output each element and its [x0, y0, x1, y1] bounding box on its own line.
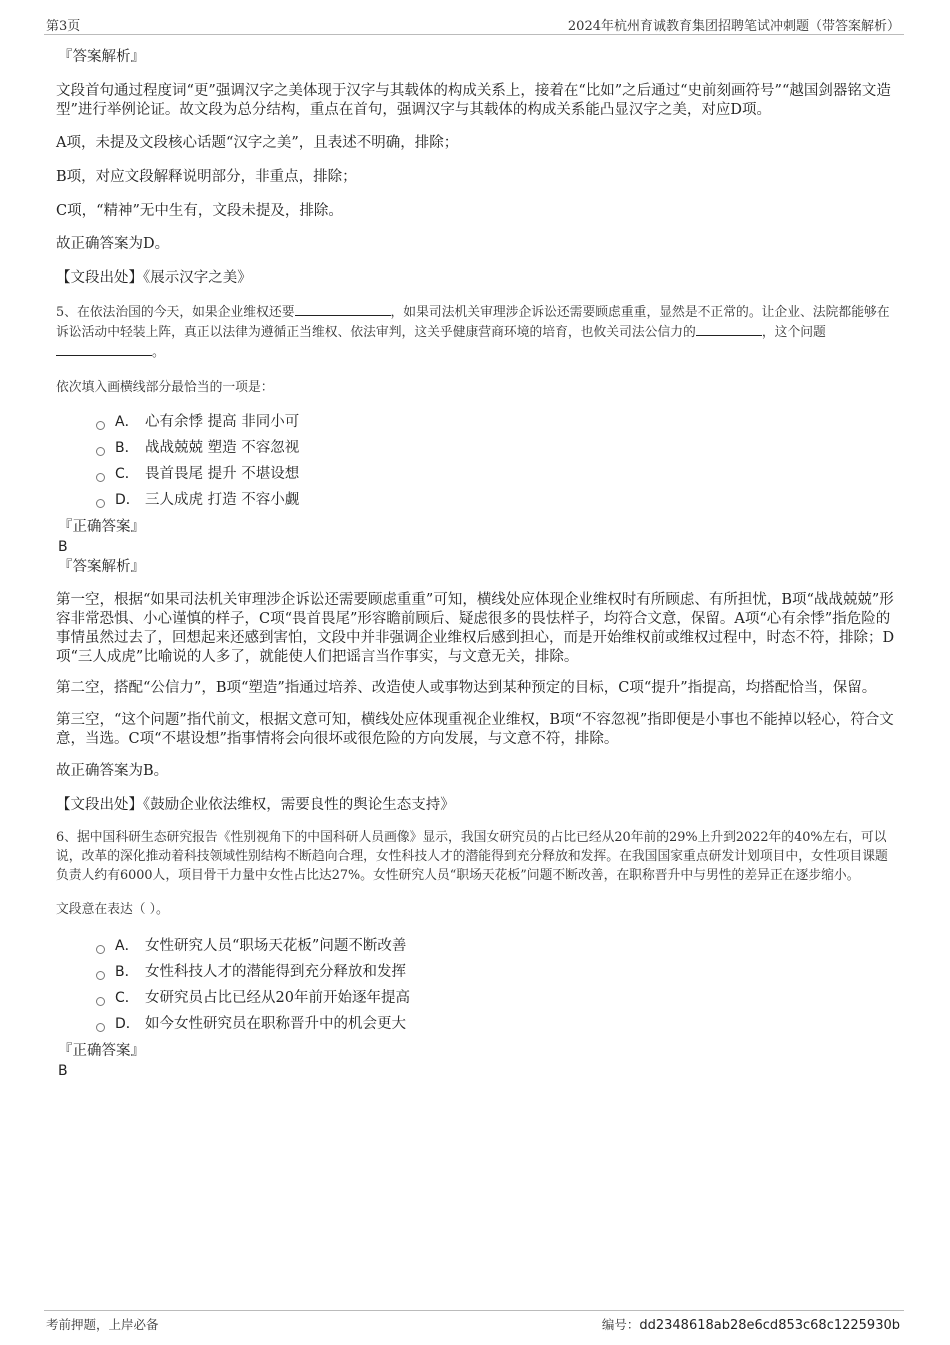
option-key: B．: [115, 440, 139, 456]
option-key: D．: [115, 492, 140, 508]
option-key: B．: [115, 964, 139, 980]
option-key: C．: [115, 990, 139, 1006]
option-d[interactable]: [96, 487, 896, 513]
page-footer: [44, 1310, 904, 1333]
option-key: A．: [115, 414, 139, 430]
footer-slogan: 考前押题，上岸必备: [46, 1317, 159, 1332]
radio-icon[interactable]: [96, 971, 105, 980]
option-c[interactable]: [96, 985, 896, 1011]
option-a[interactable]: [96, 409, 896, 435]
analysis-paragraph: 故正确答案为D。: [56, 236, 170, 252]
option-text: 女性科技人才的潜能得到充分释放和发挥: [145, 964, 406, 980]
document-code: [602, 1315, 900, 1333]
page-number: 第3页: [46, 19, 81, 34]
radio-icon[interactable]: [96, 421, 105, 430]
analysis-paragraph: B项，对应文段解释说明部分，非重点，排除；: [56, 169, 357, 185]
option-d[interactable]: [96, 1011, 896, 1037]
radio-icon[interactable]: [96, 499, 105, 508]
option-list: [56, 409, 896, 513]
correct-answer: B: [58, 1063, 68, 1079]
radio-icon[interactable]: [96, 447, 105, 456]
source-citation: 【文段出处】《展示汉字之美》: [56, 270, 252, 286]
option-b[interactable]: [96, 435, 896, 461]
correct-answer: B: [58, 539, 68, 555]
option-text: 女性研究人员“职场天花板”问题不断改善: [145, 938, 407, 954]
analysis-label: 『答案解析』: [58, 49, 145, 65]
option-text: 战战兢兢 塑造 不容忽视: [145, 440, 300, 456]
option-text: 三人成虎 打造 不容小觑: [145, 492, 300, 508]
option-text: 畏首畏尾 提升 不堪设想: [145, 466, 300, 482]
question-stem-5: [56, 302, 896, 362]
analysis-label: 『答案解析』: [58, 559, 145, 575]
option-key: C．: [115, 466, 139, 482]
fill-blank-1: [295, 302, 391, 316]
code-value: dd2348618ab28e6cd853c68c1225930b: [639, 1318, 900, 1333]
stem-text: 。: [152, 345, 165, 360]
option-text: 如今女性研究员在职称晋升中的机会更大: [145, 1016, 406, 1032]
option-list: [56, 933, 896, 1037]
stem-text: ，如果司法机关审理涉企诉讼还需要顾虑重重，显然是不正常的。让企业、法院都能够在诉讼活动中轻装上阵，真正以法律为遵循正当维权、依法审判，这关乎健康营商环境的培育，也攸关司法公信力的: [56, 305, 890, 340]
code-label: 编号：: [601, 1317, 640, 1332]
option-b[interactable]: [96, 959, 896, 985]
document-title: 2024年杭州育诚教育集团招聘笔试冲刺题（带答案解析）: [567, 19, 900, 34]
radio-icon[interactable]: [96, 473, 105, 482]
option-text: 女研究员占比已经从20年前开始逐年提高: [145, 990, 410, 1006]
page-content: [56, 46, 896, 1081]
analysis-paragraph: A项，未提及文段核心话题“汉字之美”，且表述不明确，排除；: [56, 135, 459, 151]
analysis-paragraph: 第二空，搭配“公信力”，B项“塑造”指通过培养、改造使人或事物达到某种预定的目标，C项“提升”指提高，均搭配恰当，保留。: [56, 680, 877, 696]
question-prompt: 依次填入画横线部分最恰当的一项是：: [56, 380, 274, 395]
question-prompt: 文段意在表达（ ）。: [56, 902, 169, 917]
correct-answer-label: 『正确答案』: [58, 1043, 145, 1059]
analysis-paragraph: 故正确答案为B。: [56, 763, 169, 779]
analysis-paragraph: C项，“精神”无中生有，文段未提及，排除。: [56, 203, 343, 219]
option-text: 心有余悸 提高 非同小可: [145, 414, 300, 430]
stem-text: ，这个问题: [761, 325, 826, 340]
source-citation: 【文段出处】《鼓励企业依法维权，需要良性的舆论生态支持》: [56, 797, 455, 813]
fill-blank-2: [696, 322, 762, 336]
analysis-paragraph: 第一空，根据“如果司法机关审理涉企诉讼还需要顾虑重重”可知，横线处应体现企业维权时有所顾虑、有所担忧，B项“战战兢兢”形容非常恐惧、小心谨慎的样子，C项“畏首畏尾”形容瞻前顾后、疑虑很多的畏怯样子，均符合文意，保留。A项“心有余悸”指危险的事情虽然过去了，回想起来还感到害怕，文段中并非强调企业维权后感到担心，而是开始维权前或维权过程中，时态不符，排除；D项“三人成虎”比喻说的人多了，就能使人们把谣言当作事实，与文意无关，排除。: [56, 592, 895, 665]
page-header: [44, 14, 904, 35]
option-a[interactable]: [96, 933, 896, 959]
option-key: D．: [115, 1016, 140, 1032]
radio-icon[interactable]: [96, 945, 105, 954]
option-c[interactable]: [96, 461, 896, 487]
radio-icon[interactable]: [96, 997, 105, 1006]
question-stem-6: 6、据中国科研生态研究报告《性别视角下的中国科研人员画像》显示，我国女研究员的占比已经从20年前的29%上升到2022年的40%左右，可以说，改革的深化推动着科技领域性别结构不断趋向合理，女性科技人才的潜能得到充分释放和发挥。在我国国家重点研发计划项目中，女性项目课题负责人约有6000人，项目骨干力量中女性占比达27%。女性研究人员“职场天花板”问题不断改善，在职称晋升中与男性的差异正在逐步缩小。: [56, 830, 888, 883]
radio-icon[interactable]: [96, 1023, 105, 1032]
correct-answer-label: 『正确答案』: [58, 519, 145, 535]
stem-text: 5、在依法治国的今天，如果企业维权还要: [56, 305, 295, 320]
analysis-paragraph: 第三空，“这个问题”指代前文，根据文意可知，横线处应体现重视企业维权，B项“不容忽视”指即便是小事也不能掉以轻心，符合文意，当选。C项“不堪设想”指事情将会向很坏或很危险的方向发展，与文意不符，排除。: [56, 712, 894, 747]
option-key: A．: [115, 938, 139, 954]
fill-blank-3: [56, 342, 152, 356]
analysis-paragraph: 文段首句通过程度词“更”强调汉字之美体现于汉字与其载体的构成关系上，接着在“比如”之后通过“史前刻画符号”“越国剑器铭文造型”进行举例论证。故文段为总分结构，重点在首句，强调汉字与其载体的构成关系能凸显汉字之美，对应D项。: [56, 83, 891, 118]
